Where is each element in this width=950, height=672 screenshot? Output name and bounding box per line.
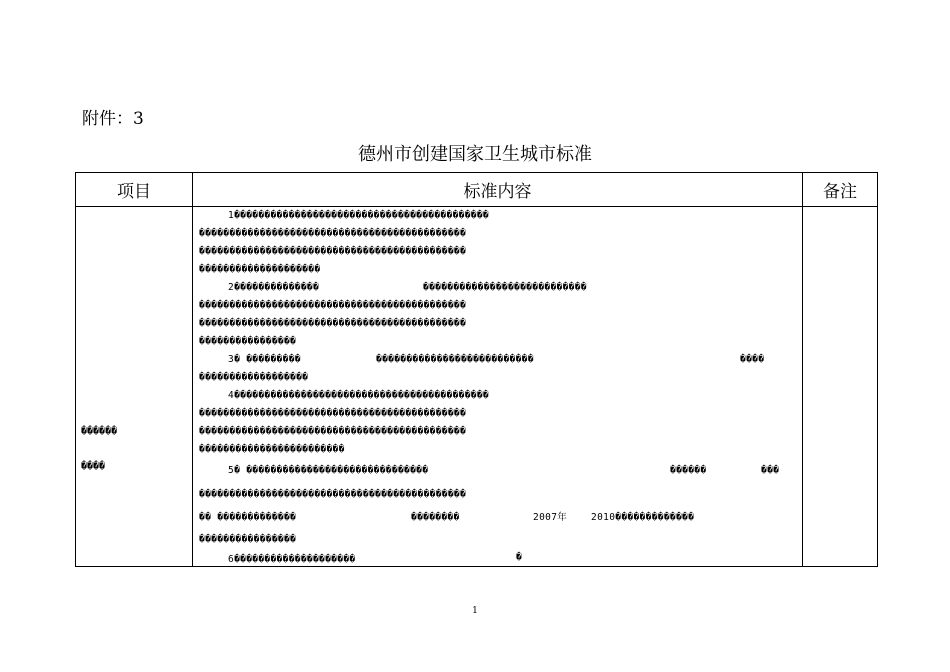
content-line: 3� ��������� [228,354,301,365]
page-number: 1 [472,606,478,616]
content-line: �� ������������� [199,512,297,523]
attachment-label: 附件：3 [82,109,144,129]
content-line: 2�������������� [228,282,320,293]
content-line-seg: ��� [761,465,780,476]
content-line: ���������������� [199,534,297,545]
content-line-seg: 2007年 [533,512,568,523]
content-line-seg: � [516,552,523,563]
content-line: �������������������������������������������� [199,426,467,437]
content-line: �������������������������������������������� [199,318,467,329]
item-line: ���� [81,461,106,472]
content-line-seg: ������ [670,465,707,476]
header-remark: 备注 [803,173,878,207]
header-item: 项目 [76,173,193,207]
content-line-seg: �������� [411,512,460,523]
content-line: 6�������������������� [228,554,356,565]
content-line: �������������������������������������������� [199,228,467,239]
content-line: �������������������������������������������� [199,489,467,500]
content-line: �������������������������������������������� [199,246,467,257]
content-line: ������������������ [199,372,309,383]
content-line: �������������������������������������������� [199,408,467,419]
content-line: �������������������� [199,264,321,275]
content-line-seg: ��������������������������� [423,282,587,293]
content-line-seg: ���� [740,354,765,365]
content-line-seg: 2010������������� [591,512,695,523]
content-line: ���������������� [199,336,297,347]
content-line: ������������������������ [199,444,345,455]
content-line: 1������������������������������������������ [228,210,489,221]
content-line: �������������������������������������������� [199,300,467,311]
remark-cell [803,207,878,567]
page-title: 德州市创建国家卫生城市标准 [358,144,592,165]
standards-table [75,172,878,567]
content-line: 5� ������������������������������ [228,465,429,476]
content-cell [193,207,803,567]
item-line: ������ [81,426,118,437]
content-line-seg: �������������������������� [376,354,534,365]
table-row [76,207,878,567]
header-content: 标准内容 [193,173,803,207]
item-cell [76,207,193,567]
content-line: 4������������������������������������������ [228,390,489,401]
table-header-row [76,173,878,207]
